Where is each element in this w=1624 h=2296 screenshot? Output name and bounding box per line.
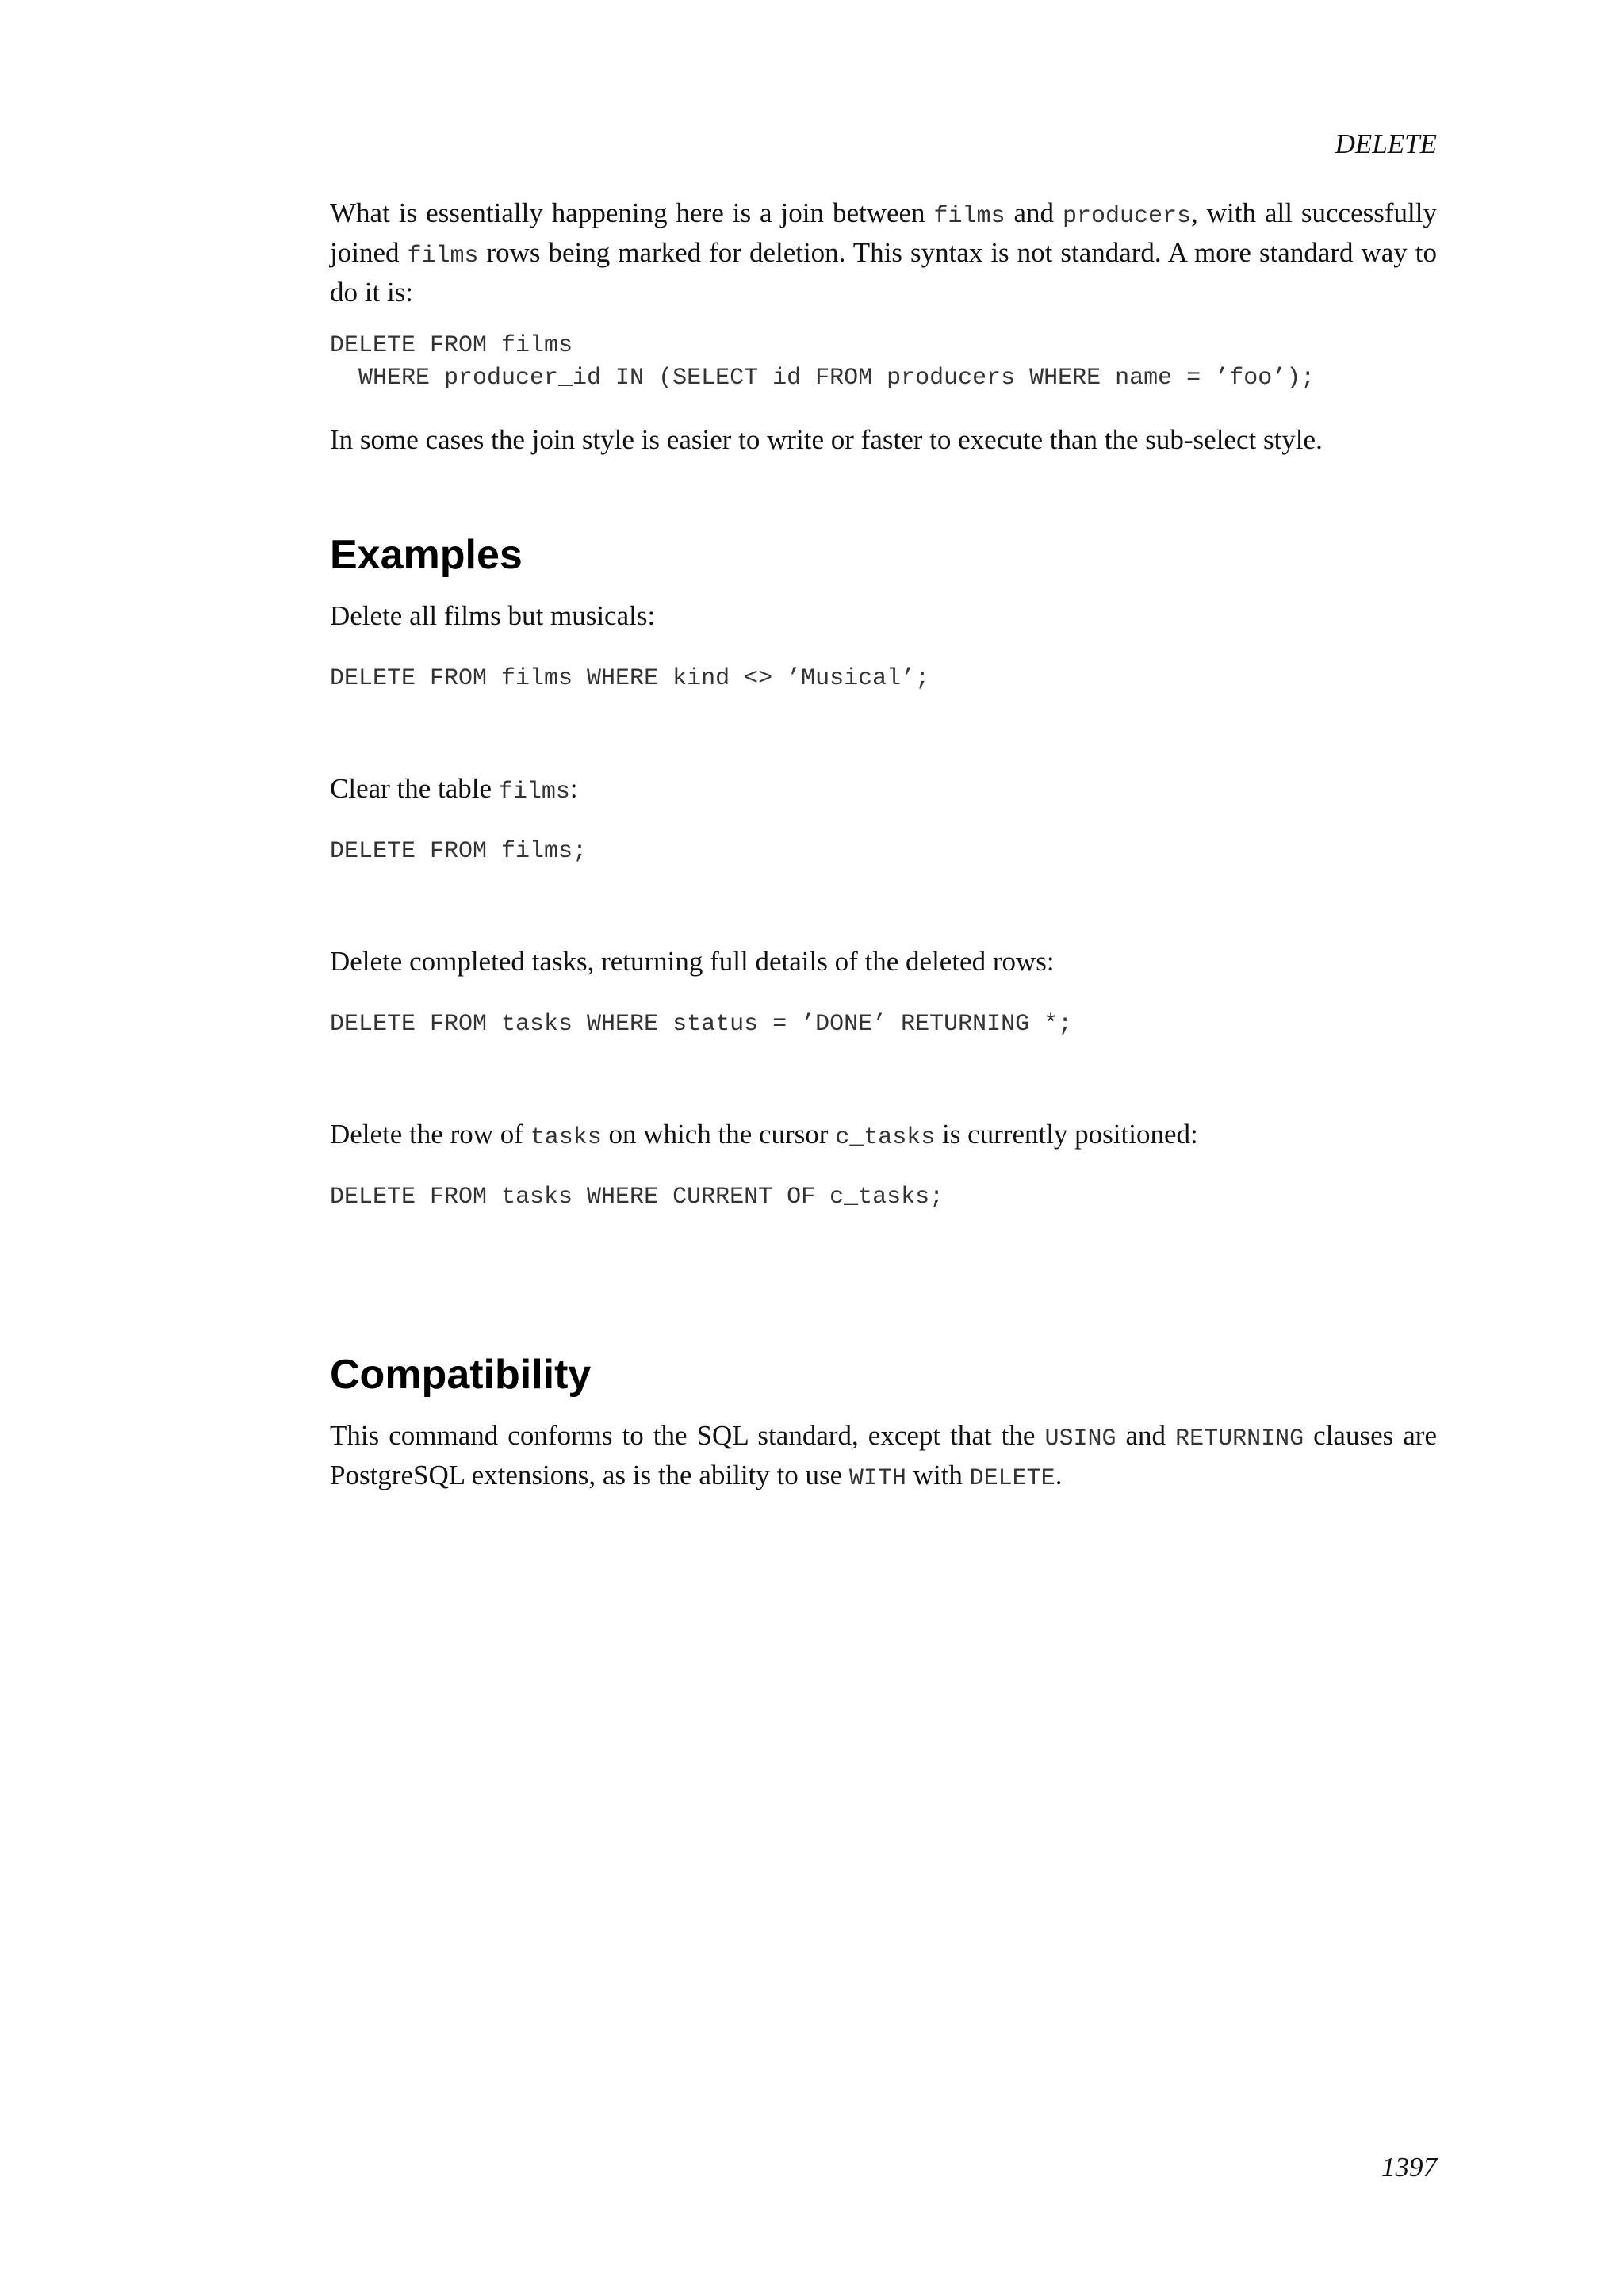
text-run: , with all successfully joined [330, 197, 1437, 268]
inline-code: tasks [530, 1124, 602, 1151]
text-run: Delete the row of [330, 1119, 530, 1150]
text-run: on which the cursor [601, 1119, 836, 1150]
text-run: . [1055, 1460, 1063, 1490]
intro-paragraph-2 [330, 422, 1437, 457]
inline-code: RETURNING [1175, 1425, 1304, 1452]
example-4-description [330, 1116, 1437, 1156]
intro-code-block [330, 330, 1437, 395]
inline-code: producers [1063, 203, 1192, 230]
text-run: What is essentially happening here is a join between [330, 197, 934, 228]
example-2-code [330, 836, 1437, 868]
code-block: DELETE FROM tasks WHERE CURRENT OF c_tasks; [330, 1184, 944, 1211]
examples-section-heading [330, 530, 1437, 580]
paragraph-text: In some cases the join style is easier to write or faster to execute than the sub-select style. [330, 424, 1323, 455]
text-run: clauses are PostgreSQL extensions, as is the ability to use [330, 1420, 1437, 1490]
text-run: is currently positioned: [935, 1119, 1198, 1150]
example-1-code [330, 663, 1437, 695]
inline-code: films [498, 779, 570, 806]
text-run: rows being marked for deletion. This syntax is not standard. A more standard way to do it is: [330, 237, 1437, 308]
text-run: : [569, 773, 578, 804]
running-header: DELETE [1335, 128, 1437, 159]
compatibility-section-heading [330, 1349, 1437, 1400]
code-block: DELETE FROM films WHERE producer_id IN (SELECT id FROM producers WHERE name = ’foo’); [330, 332, 1316, 392]
code-block: DELETE FROM tasks WHERE status = ’DONE’ RETURNING *; [330, 1011, 1073, 1038]
code-block: DELETE FROM films; [330, 838, 588, 865]
inline-code: films [407, 243, 479, 270]
example-3-code [330, 1008, 1437, 1041]
inline-code: WITH [848, 1465, 906, 1492]
page-number: 1397 [1381, 2152, 1437, 2183]
paragraph-text: Delete completed tasks, returning full details of the deleted rows: [330, 946, 1055, 977]
code-block: DELETE FROM films WHERE kind <> ’Musical’; [330, 665, 930, 692]
inline-code: USING [1044, 1425, 1116, 1452]
text-run: with [906, 1460, 970, 1490]
example-1-description [330, 598, 1437, 633]
inline-code: c_tasks [835, 1124, 936, 1151]
inline-code: DELETE [969, 1465, 1055, 1492]
text-run: and [1116, 1420, 1176, 1451]
example-3-description [330, 943, 1437, 979]
section-heading: Examples [330, 532, 523, 578]
example-4-code [330, 1181, 1437, 1214]
text-run: and [1005, 197, 1063, 228]
example-2-description [330, 771, 1437, 810]
text-run: Clear the table [330, 773, 499, 804]
inline-code: films [933, 203, 1005, 230]
section-heading: Compatibility [330, 1352, 592, 1398]
paragraph-text: Delete all films but musicals: [330, 600, 656, 631]
text-run: This command conforms to the SQL standard, except that the [330, 1420, 1045, 1451]
intro-paragraph-1 [330, 195, 1437, 310]
compatibility-paragraph [330, 1418, 1437, 1497]
